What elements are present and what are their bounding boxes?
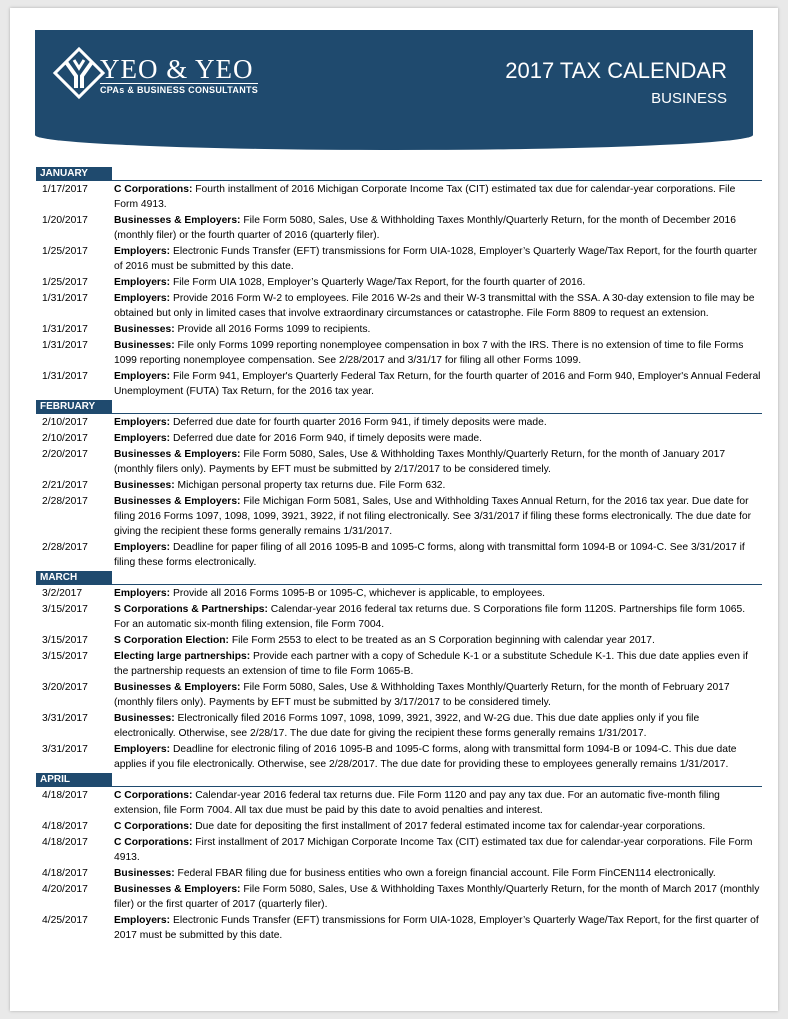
entry-text: File Form 5080, Sales, Use & Withholding Taxes Monthly/Quarterly Return, for the month of December 2016 (monthly filer) or the fourth quarter of 2016 (quarterly filer). <box>114 215 736 241</box>
calendar-entry <box>36 275 762 290</box>
entry-text: Deferred due date for 2016 Form 940, if timely deposits were made. <box>170 433 483 444</box>
entry-text: Electronic Funds Transfer (EFT) transmissions for Form UIA-1028, Employer’s Quarterly Wage/Tax Report, for the fourth quarter of 2016 must be submitted by this date. <box>114 246 758 272</box>
entry-text: Deferred due date for fourth quarter 2016 Form 941, if timely deposits were made. <box>170 417 547 428</box>
month-heading-label: APRIL <box>40 774 70 785</box>
entry-category: S Corporation Election: <box>114 635 229 646</box>
month-section-february <box>36 400 762 570</box>
entry-date: 4/18/2017 <box>42 837 88 848</box>
calendar-entry <box>36 742 762 772</box>
entry-category: Businesses: <box>114 480 175 491</box>
entry-text: File Michigan Form 5081, Sales, Use and Withholding Taxes Annual Return, for the 2016 tax year. Due date for filing 2016 Forms 1097, 1098, 1099, 3921, 3922, if not filing electronically. See 3/31/2017 if filing these forms electronically. The due date for giving the recipient these forms generally remains 1/31/2017. <box>114 496 752 537</box>
entry-date: 3/15/2017 <box>42 651 88 662</box>
entry-description <box>114 338 762 368</box>
entry-description <box>114 633 762 648</box>
entry-category: Businesses & Employers: <box>114 449 241 460</box>
entry-description <box>114 882 762 912</box>
entry-description <box>114 213 762 243</box>
month-divider <box>112 413 762 414</box>
calendar-entry <box>36 431 762 446</box>
calendar-entry <box>36 291 762 321</box>
entry-description <box>114 291 762 321</box>
entry-description <box>114 540 762 570</box>
entry-description <box>114 602 762 632</box>
entry-date: 1/25/2017 <box>42 246 88 257</box>
entry-date: 4/25/2017 <box>42 915 88 926</box>
entry-date: 2/10/2017 <box>42 417 88 428</box>
entry-description <box>114 913 762 943</box>
entry-category: Businesses & Employers: <box>114 496 241 507</box>
entry-text: Due date for depositing the first installment of 2017 federal estimated income tax for calendar-year corporations. <box>192 821 706 832</box>
entry-description <box>114 322 762 337</box>
document-title: 2017 TAX CALENDAR <box>505 58 727 83</box>
entry-text: Electronically filed 2016 Forms 1097, 1098, 1099, 3921, 3922, and W-2G due. This due date applies only if you file electronically. Otherwise, see 2/28/17. The due date for giving the recipient these forms generally remains 1/31/2017. <box>114 713 700 739</box>
entry-date: 3/20/2017 <box>42 682 88 693</box>
calendar-entry <box>36 882 762 912</box>
document-header <box>35 30 753 150</box>
entry-date: 1/20/2017 <box>42 215 88 226</box>
entry-date: 2/28/2017 <box>42 496 88 507</box>
calendar-entry <box>36 866 762 881</box>
entry-category: Employers: <box>114 277 171 288</box>
entry-category: Electing large partnerships: <box>114 651 251 662</box>
entry-text: Calendar-year 2016 federal tax returns due. File Form 1120 and pay any tax due. For an automatic five-month filing extension, file Form 7004. All tax due must be paid by this date to avoid penalties and interest. <box>114 790 720 816</box>
month-heading <box>36 400 112 414</box>
diamond-logo-icon <box>52 46 106 100</box>
entry-text: File only Forms 1099 reporting nonemployee compensation in box 7 with the IRS. There is no extension of time to file Forms 1099 reporting nonemployee compensation. See 2/28/2017 and 3/31/17 for filing all other Forms 1099. <box>114 340 744 366</box>
entry-category: C Corporations: <box>114 184 193 195</box>
entry-description <box>114 649 762 679</box>
entry-description <box>114 711 762 741</box>
entry-category: S Corporations & Partnerships: <box>114 604 268 615</box>
entry-text: Michigan personal property tax returns due. File Form 632. <box>174 480 446 491</box>
entry-description <box>114 447 762 477</box>
entry-category: Employers: <box>114 417 171 428</box>
entry-category: Employers: <box>114 744 171 755</box>
entry-category: C Corporations: <box>114 790 193 801</box>
entry-text: Federal FBAR filing due for business entities who own a foreign financial account. File Form FinCEN114 electronically. <box>174 868 716 879</box>
entry-date: 2/20/2017 <box>42 449 88 460</box>
calendar-entry <box>36 338 762 368</box>
entry-date: 3/2/2017 <box>42 588 83 599</box>
entry-description <box>114 478 762 493</box>
entry-date: 1/31/2017 <box>42 371 88 382</box>
entry-date: 4/18/2017 <box>42 868 88 879</box>
entry-description <box>114 369 762 399</box>
entry-category: C Corporations: <box>114 837 193 848</box>
calendar-entry <box>36 213 762 243</box>
entry-category: Employers: <box>114 293 171 304</box>
month-heading-label: JANUARY <box>40 168 88 179</box>
entry-text: Calendar-year 2016 federal tax returns due. S Corporations file form 1120S. Partnerships file form 1065. For an automatic six-month filing extension, file Form 7004. <box>114 604 746 630</box>
calendar-entry <box>36 322 762 337</box>
entry-text: Provide all 2016 Forms 1099 to recipients. <box>174 324 371 335</box>
entry-text: File Form 5080, Sales, Use & Withholding Taxes Monthly/Quarterly Return, for the month of January 2017 (monthly filers only). Payments by EFT must be submitted by 2/17/2017 to be considered timely. <box>114 449 726 475</box>
entry-date: 1/31/2017 <box>42 340 88 351</box>
entry-text: Deadline for paper filing of all 2016 1095-B and 1095-C forms, along with transmittal form 1094-B or 1094-C. See 3/31/2017 if filing these forms electronically. <box>114 542 745 568</box>
entry-category: Employers: <box>114 246 171 257</box>
entry-category: Businesses & Employers: <box>114 215 241 226</box>
entry-date: 1/31/2017 <box>42 293 88 304</box>
calendar-entry <box>36 788 762 818</box>
calendar-entry <box>36 602 762 632</box>
entry-category: Businesses: <box>114 713 175 724</box>
calendar-entry <box>36 586 762 601</box>
entry-description <box>114 788 762 818</box>
entry-description <box>114 586 762 601</box>
entry-date: 1/17/2017 <box>42 184 88 195</box>
entry-date: 4/18/2017 <box>42 821 88 832</box>
entry-category: Employers: <box>114 542 171 553</box>
entry-description <box>114 866 762 881</box>
entry-text: File Form UIA 1028, Employer’s Quarterly Wage/Tax Report, for the fourth quarter of 2016. <box>170 277 586 288</box>
calendar-entry <box>36 494 762 539</box>
calendar-entry <box>36 913 762 943</box>
entry-date: 2/21/2017 <box>42 480 88 491</box>
entry-text: Deadline for electronic filing of 2016 1095-B and 1095-C forms, along with transmittal form 1094-B or 1094-C. This due date applies if you file electronically. Otherwise, see 2/28/2017. The due date for providing these to employees generally remains 1/31/2017. <box>114 744 737 770</box>
entry-text: Provide all 2016 Forms 1095-B or 1095-C, whichever is applicable, to employees. <box>170 588 545 599</box>
entry-description <box>114 742 762 772</box>
calendar-entry <box>36 244 762 274</box>
month-divider <box>112 584 762 585</box>
calendar-entry <box>36 835 762 865</box>
entry-date: 3/31/2017 <box>42 744 88 755</box>
logo-tagline: CPAs & BUSINESS CONSULTANTS <box>100 85 259 95</box>
entry-category: Employers: <box>114 371 171 382</box>
entry-category: Businesses: <box>114 868 175 879</box>
month-section-march <box>36 571 762 772</box>
entry-date: 2/10/2017 <box>42 433 88 444</box>
calendar-entry <box>36 711 762 741</box>
entry-text: File Form 5080, Sales, Use & Withholding Taxes Monthly/Quarterly Return, for the month of March 2017 (monthly filer) or the first quarter of 2017 (quarterly filer). <box>114 884 760 910</box>
entry-description <box>114 819 762 834</box>
document-page <box>10 8 778 1011</box>
document-subtitle: BUSINESS <box>651 90 727 107</box>
entry-date: 3/31/2017 <box>42 713 88 724</box>
entry-description <box>114 244 762 274</box>
logo-name: YEO & YEO <box>100 54 254 84</box>
entry-text: Electronic Funds Transfer (EFT) transmissions for Form UIA-1028, Employer’s Quarterly Wage/Tax Report, for the first quarter of 2017 must be submitted by this date. <box>114 915 759 941</box>
month-heading <box>36 571 112 585</box>
entry-category: Employers: <box>114 915 171 926</box>
entry-text: First installment of 2017 Michigan Corporate Income Tax (CIT) estimated tax due for calendar-year corporations. File Form 4913. <box>114 837 753 863</box>
month-divider <box>112 180 762 181</box>
entry-category: Employers: <box>114 433 171 444</box>
entry-date: 2/28/2017 <box>42 542 88 553</box>
calendar-entry <box>36 680 762 710</box>
company-logo <box>52 46 258 100</box>
month-section-january <box>36 167 762 399</box>
entry-text: Provide each partner with a copy of Schedule K-1 or a substitute Schedule K-1. This due date applies even if the partnership requests an extension of time to file Form 1065-B. <box>114 651 748 677</box>
entry-description <box>114 680 762 710</box>
entry-text: Fourth installment of 2016 Michigan Corporate Income Tax (CIT) estimated tax due for calendar-year corporations. File Form 4913. <box>114 184 736 210</box>
entry-date: 1/31/2017 <box>42 324 88 335</box>
calendar-entry <box>36 447 762 477</box>
entry-date: 4/18/2017 <box>42 790 88 801</box>
entry-date: 4/20/2017 <box>42 884 88 895</box>
entry-text: File Form 941, Employer's Quarterly Federal Tax Return, for the fourth quarter of 2016 and Form 940, Employer's Annual Federal Unemployment (FUTA) Tax Return, for the 2016 tax year. <box>114 371 761 397</box>
entry-category: Businesses: <box>114 324 175 335</box>
calendar-entry <box>36 649 762 679</box>
entry-description <box>114 275 762 290</box>
entry-category: Employers: <box>114 588 171 599</box>
entry-description <box>114 182 762 212</box>
entry-category: Businesses & Employers: <box>114 682 241 693</box>
entry-category: Businesses & Employers: <box>114 884 241 895</box>
entry-description <box>114 835 762 865</box>
entry-date: 3/15/2017 <box>42 635 88 646</box>
month-heading <box>36 773 112 787</box>
entry-description <box>114 431 762 446</box>
entry-category: Businesses: <box>114 340 175 351</box>
entry-text: Provide 2016 Form W-2 to employees. File 2016 W-2s and their W-3 transmittal with the SSA. A 30-day extension to file may be obtained but only in limited cases that involve extraordinary circumstances or catastrophe. File Form 8809 to request an extension. <box>114 293 755 319</box>
entry-date: 3/15/2017 <box>42 604 88 615</box>
calendar-entry <box>36 182 762 212</box>
month-heading-label: FEBRUARY <box>40 401 96 412</box>
entry-description <box>114 494 762 539</box>
entry-description <box>114 415 762 430</box>
calendar-entry <box>36 633 762 648</box>
month-heading <box>36 167 112 181</box>
entry-category: C Corporations: <box>114 821 193 832</box>
month-section-april <box>36 773 762 943</box>
month-heading-label: MARCH <box>40 572 78 583</box>
month-divider <box>112 786 762 787</box>
calendar-entry <box>36 415 762 430</box>
calendar-entry <box>36 540 762 570</box>
calendar-entry <box>36 478 762 493</box>
entry-text: File Form 2553 to elect to be treated as an S Corporation beginning with calendar year 2017. <box>229 635 655 646</box>
calendar-entry <box>36 369 762 399</box>
entry-date: 1/25/2017 <box>42 277 88 288</box>
calendar-entry <box>36 819 762 834</box>
entry-text: File Form 5080, Sales, Use & Withholding Taxes Monthly/Quarterly Return, for the month of February 2017 (monthly filers only). Payments by EFT must be submitted by 3/17/2017 to be considered timely. <box>114 682 730 708</box>
tax-calendar <box>36 166 762 944</box>
